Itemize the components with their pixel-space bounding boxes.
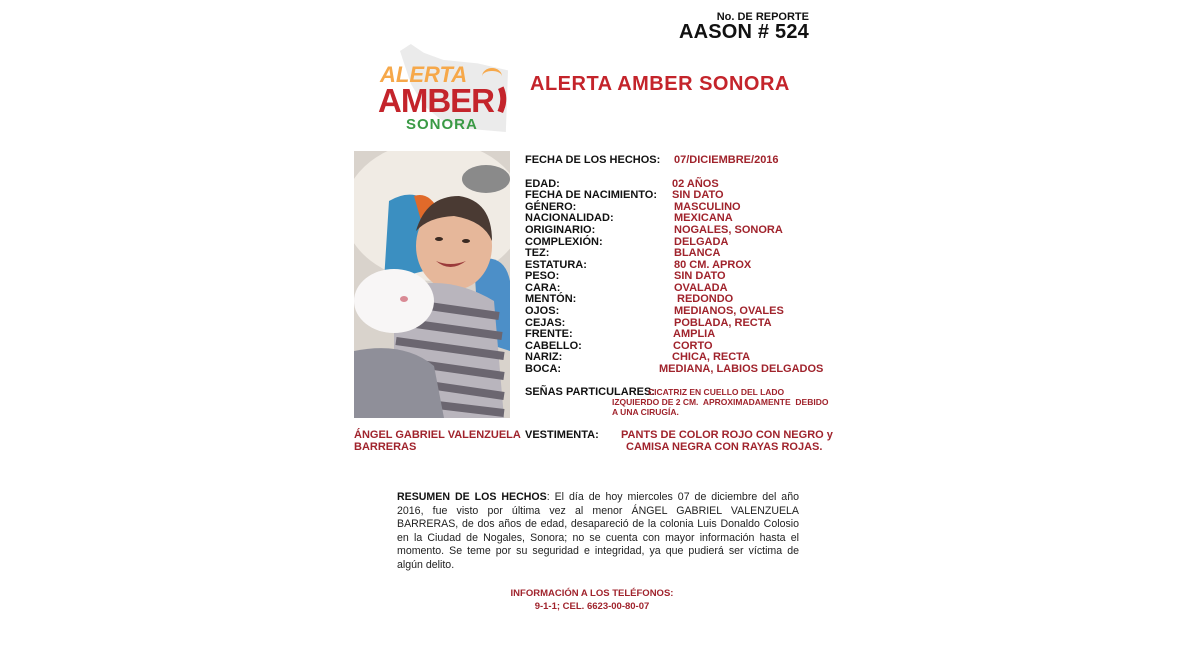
logo-text-amber: AMBER bbox=[378, 82, 494, 119]
field-label-edad: EDAD: bbox=[525, 178, 560, 190]
field-value-tez: BLANCA bbox=[674, 247, 721, 259]
field-value-cabello: CORTO bbox=[673, 340, 713, 352]
field-label-complexion: COMPLEXIÓN: bbox=[525, 236, 603, 248]
field-value-frente: AMPLIA bbox=[673, 328, 716, 340]
field-value-estatura: 80 CM. APROX bbox=[674, 259, 752, 271]
field-value-cejas: POBLADA, RECTA bbox=[674, 317, 772, 329]
field-value-nariz: CHICA, RECTA bbox=[672, 351, 751, 363]
field-value-originario: NOGALES, SONORA bbox=[674, 224, 783, 236]
summary-text: : El día de hoy miercoles 07 de diciembre del año 2016, fue visto por última vez al menor ÁNGEL GABRIEL VALENZUELA BARRERAS, de dos años de edad, desapareció de la colonia Luis Donaldo Colosio en la Ciudad de Nogales, Sonora; no se cuenta con mayor información hasta el momento. Se teme por su seguridad e integridad, ya que pudierá ser víctima de algún delito. bbox=[397, 491, 799, 571]
page-title: ALERTA AMBER SONORA bbox=[530, 73, 790, 95]
child-photo-illustration bbox=[354, 151, 510, 418]
missing-person-name: ÁNGEL GABRIEL VALENZUELA BARRERAS bbox=[354, 429, 521, 453]
logo-text-alerta: ALERTA bbox=[380, 62, 468, 87]
contact-phones: 9-1-1; CEL. 6623-00-80-07 bbox=[534, 601, 650, 612]
distinguishing-marks-line1: CICATRIZ EN CUELLO DEL LADO bbox=[648, 387, 785, 397]
field-label-boca: BOCA: bbox=[525, 363, 562, 375]
report-number: AASON # 524 bbox=[678, 21, 809, 43]
summary-label: RESUMEN DE LOS HECHOS bbox=[397, 491, 547, 503]
field-label-cara: CARA: bbox=[525, 282, 561, 294]
distinguishing-marks-label: SEÑAS PARTICULARES: bbox=[525, 386, 655, 398]
clothing-line1: PANTS DE COLOR ROJO CON NEGRO y bbox=[621, 429, 833, 441]
field-label-genero: GÉNERO: bbox=[525, 201, 577, 213]
field-label-originario: ORIGINARIO: bbox=[525, 224, 596, 236]
date-of-event-value: 07/DICIEMBRE/2016 bbox=[674, 154, 779, 166]
field-label-tez: TEZ: bbox=[525, 247, 550, 259]
field-value-menton: REDONDO bbox=[677, 293, 734, 305]
field-label-frente: FRENTE: bbox=[525, 328, 573, 340]
field-value-complexion: DELGADA bbox=[674, 236, 729, 248]
report-number-label: No. DE REPORTE bbox=[716, 11, 809, 23]
field-value-boca: MEDIANA, LABIOS DELGADOS bbox=[659, 363, 824, 375]
missing-person-photo bbox=[354, 151, 510, 418]
clothing-line2: CAMISA NEGRA CON RAYAS ROJAS. bbox=[626, 441, 823, 453]
field-label-peso: PESO: bbox=[525, 270, 560, 282]
field-label-nacionalidad: NACIONALIDAD: bbox=[525, 212, 614, 224]
field-label-estatura: ESTATURA: bbox=[525, 259, 587, 271]
distinguishing-marks-line3: A UNA CIRUGÍA. bbox=[612, 407, 679, 417]
summary-paragraph bbox=[397, 491, 799, 572]
clothing-label: VESTIMENTA: bbox=[525, 429, 599, 441]
field-label-menton: MENTÓN: bbox=[525, 293, 577, 305]
field-value-fecha-nacimiento: SIN DATO bbox=[672, 189, 724, 201]
logo-text-sonora: SONORA bbox=[406, 116, 478, 133]
field-value-ojos: MEDIANOS, OVALES bbox=[674, 305, 784, 317]
field-value-genero: MASCULINO bbox=[674, 201, 741, 213]
field-label-cabello: CABELLO: bbox=[525, 340, 582, 352]
field-value-nacionalidad: MEXICANA bbox=[674, 212, 733, 224]
contact-heading: INFORMACIÓN A LOS TELÉFONOS: bbox=[510, 588, 674, 599]
field-value-peso: SIN DATO bbox=[674, 270, 726, 282]
date-of-event-label: FECHA DE LOS HECHOS: bbox=[525, 154, 661, 166]
field-label-fecha-nacimiento: FECHA DE NACIMIENTO: bbox=[525, 189, 657, 201]
distinguishing-marks-line2: IZQUIERDO DE 2 CM. APROXIMADAMENTE DEBIDO bbox=[612, 397, 829, 407]
alerta-amber-sonora-logo bbox=[378, 44, 510, 136]
field-value-edad: 02 AÑOS bbox=[672, 178, 719, 190]
field-label-nariz: NARIZ: bbox=[525, 351, 563, 363]
contact-info bbox=[480, 587, 704, 613]
field-label-ojos: OJOS: bbox=[525, 305, 560, 317]
field-label-cejas: CEJAS: bbox=[525, 317, 566, 329]
field-value-cara: OVALADA bbox=[674, 282, 728, 294]
